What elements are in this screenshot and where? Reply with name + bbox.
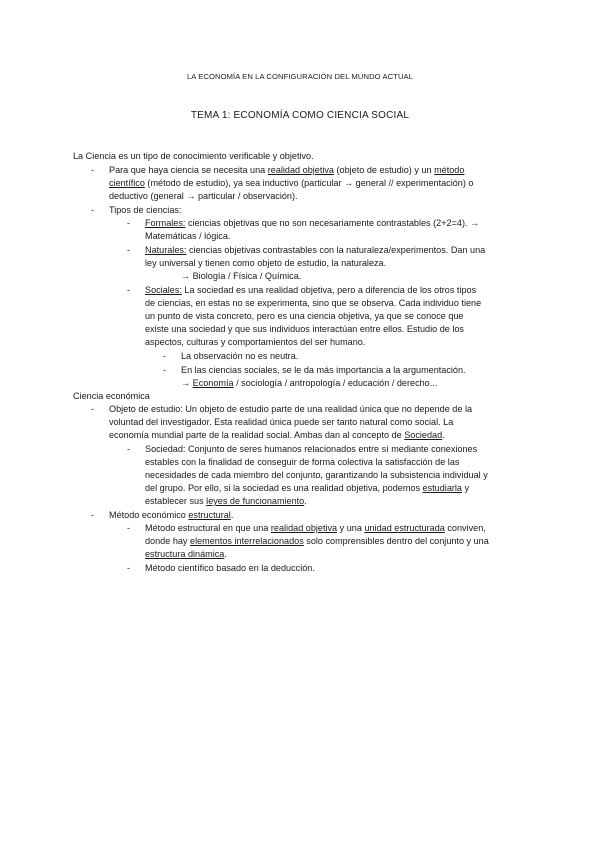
sociedad-line5: establecer sus leyes de funcionamiento. (145, 496, 307, 506)
bullet-dash: - (127, 444, 130, 454)
objeto-line2: voluntad del investigador. Esta realidad única puede ser tanto natural como social. La (109, 417, 454, 427)
naturales-line2: ley universal y tienen como objeto de estudio, la naturaleza. (145, 258, 387, 268)
sociales-line4: existe una sociedad y que sus individuos interactúan entre ellos. Estudio de los (145, 324, 464, 334)
metodo-economico: Método económico estructural. (109, 510, 234, 520)
metodo-cientifico: Método científico basado en la deducción. (145, 563, 315, 573)
bullet-ciencia-line1: Para que haya ciencia se necesita una realidad objetiva (objeto de estudio) y un método (109, 165, 465, 175)
bullet-dash: - (91, 165, 94, 175)
bullet-dash: - (127, 245, 130, 255)
bullet-ciencia-line3: deductivo (general → particular / observación). (109, 191, 298, 201)
sociales-line5: aspectos, culturas y comportamientos del ser humano. (145, 337, 366, 347)
document-subtitle: TEMA 1: ECONOMÍA COMO CIENCIA SOCIAL (190, 110, 410, 121)
section-heading-ciencia-economica: Ciencia económica (73, 391, 150, 401)
formales-line2: Matemáticas / lógica. (145, 231, 231, 241)
sociales-line1: Sociales: La sociedad es una realidad objetiva, pero a diferencia de los otros tipos (145, 285, 477, 295)
bullet-ciencia-line2: científico (método de estudio), ya sea inductivo (particular → general // experimentación) o (109, 178, 474, 188)
sociales-line2: de ciencias, en estas no se experimenta, sino que se observa. Cada individuo tiene (145, 298, 482, 308)
intro-text: La Ciencia es un tipo de conocimiento verificable y objetivo. (73, 151, 314, 161)
bullet-tipos: Tipos de ciencias: (109, 205, 182, 215)
bullet-dash: - (91, 404, 94, 414)
sociales-sub3: → Economía / sociología / antropología / educación / derecho... (181, 378, 438, 388)
estructural-line2: donde hay elementos interrelacionados solo comprensibles dentro del conjunto y una (145, 536, 489, 546)
bullet-dash: - (127, 218, 130, 228)
sociedad-line4: del grupo. Por ello, si la sociedad es una realidad objetiva, podemos estudiarla y (145, 483, 470, 493)
bullet-dash: - (163, 351, 166, 361)
document-title: LA ECONOMÍA EN LA CONFIGURACIÓN DEL MUNDO ACTUAL (186, 72, 414, 81)
bullet-dash: - (127, 285, 130, 295)
estructural-line1: Método estructural en que una realidad objetiva y una unidad estructurada conviven, (145, 523, 486, 533)
naturales-line1: Naturales: ciencias objetivas contrastables con la naturaleza/experimentos. Dan una (145, 245, 486, 255)
sociales-sub1: La observación no es neutra. (181, 351, 299, 361)
objeto-line3: economía mundial parte de la realidad social. Ambas dan al concepto de Sociedad. (109, 430, 445, 440)
sociales-line3: un punto de vista concreto, pero es una ciencia objetiva, ya que se conoce que (145, 311, 464, 321)
formales-line1: Formales: ciencias objetivas que no son necesariamente contrastables (2+2=4). → (145, 218, 480, 228)
naturales-line3: → Biología / Física / Química. (181, 271, 302, 281)
sociales-sub2: En las ciencias sociales, se le da más importancia a la argumentación. (181, 365, 466, 375)
bullet-dash: - (91, 510, 94, 520)
bullet-dash: - (127, 523, 130, 533)
estructural-line3: estructura dinámica. (145, 549, 227, 559)
sociedad-line1: Sociedad: Conjunto de seres humanos relacionados entre sí mediante conexiones (145, 444, 478, 454)
sociedad-line2: estables con la finalidad de conseguir de forma colectiva la satisfacción de las (145, 457, 460, 467)
sociedad-line3: necesidades de cada miembro del conjunto, garantizando la subsistencia individual y (145, 470, 488, 480)
bullet-dash: - (163, 365, 166, 375)
bullet-dash: - (127, 563, 130, 573)
bullet-dash: - (91, 205, 94, 215)
objeto-line1: Objeto de estudio: Un objeto de estudio parte de una realidad única que no depende de la (109, 404, 473, 414)
